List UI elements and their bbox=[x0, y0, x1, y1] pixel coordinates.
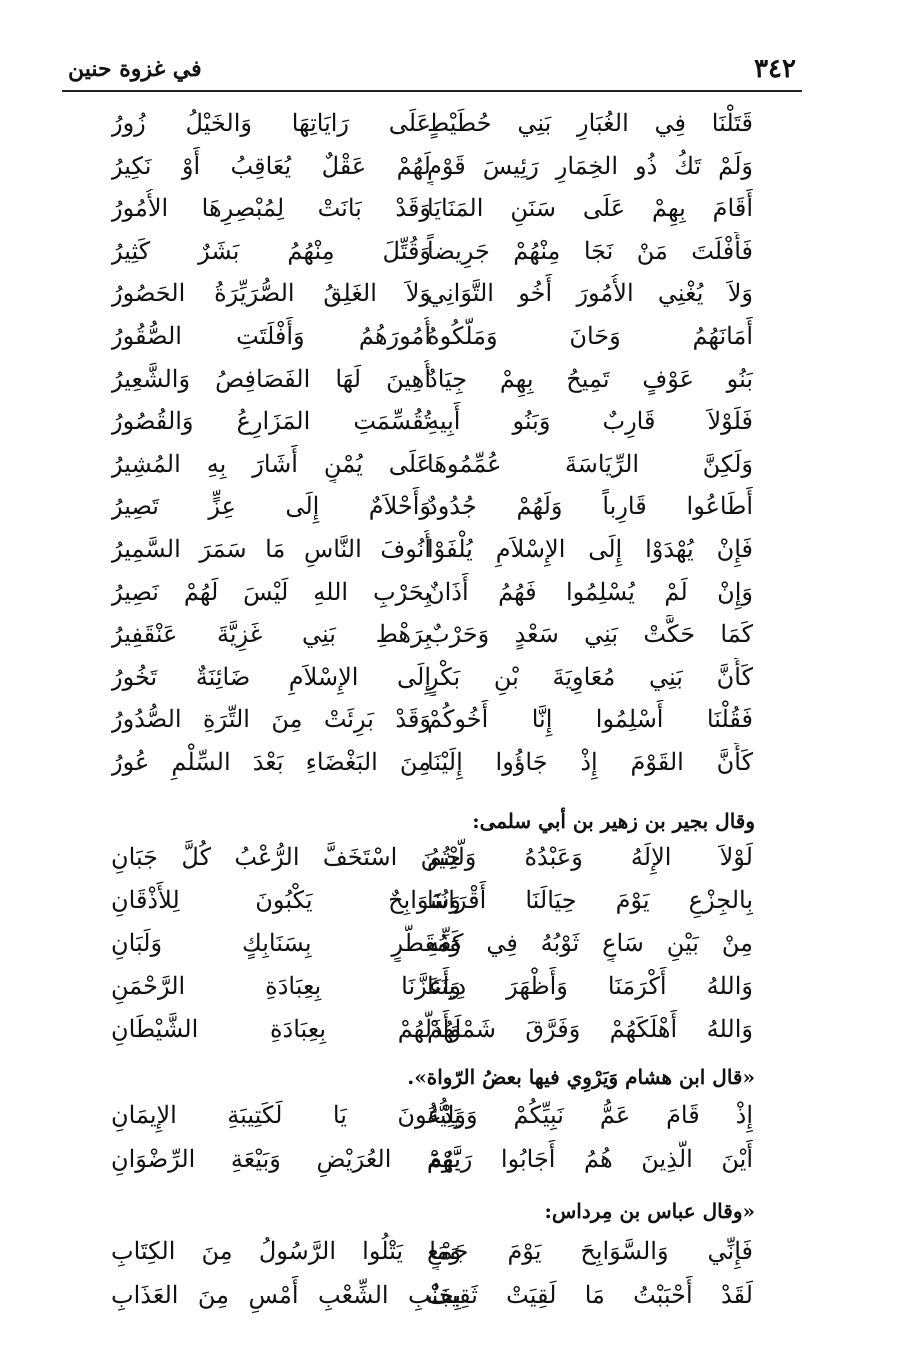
verse-second-hemistich: وَقَدْ بَانَتْ لِمُبْصِرِهَا الأُمُورُ bbox=[111, 194, 431, 223]
verse-line bbox=[0, 232, 921, 270]
verse-line bbox=[0, 967, 921, 1005]
verse-first-hemistich: أَيْنَ الَّذِينَ هُمُ أَجَابُوا رَبَّهُمْ bbox=[427, 1145, 753, 1173]
verse-second-hemistich: وَقَدْ بَرِئَتْ مِنَ التِّرَةِ الصُّدُورُ bbox=[111, 705, 431, 734]
verse-line bbox=[0, 360, 921, 398]
verse-line bbox=[0, 530, 921, 568]
verse-line bbox=[0, 573, 921, 611]
verse-line bbox=[0, 147, 921, 185]
verse-line bbox=[0, 274, 921, 312]
verse-line bbox=[0, 838, 921, 876]
verse-second-hemistich: بِجَنْبِ الشِّعْبِ أَمْسِ مِنَ العَذَابِ bbox=[111, 1281, 461, 1309]
verse-line bbox=[0, 402, 921, 440]
verse-first-hemistich: كَمَا حَكَّتْ بَنِي سَعْدٍ وَحَرْبٌ bbox=[427, 620, 753, 649]
poem-3-intro: «قال ابن هشام وَيَرْوِي فيها بعضُ الرّواة». bbox=[407, 1065, 755, 1089]
verse-line bbox=[0, 189, 921, 227]
verse-first-hemistich: وَلاَ يُغْنِي الأُمُورَ أَخُو التَّوَانِي bbox=[427, 279, 753, 308]
verse-second-hemistich: وَأَحْلاَمٌ إِلَى عِزٍّ تَصِيرُ bbox=[111, 492, 431, 521]
verse-second-hemistich: إِلَى الإِسْلاَمِ ضَائِنَةٌ تَخُورُ bbox=[111, 662, 431, 691]
verse-first-hemistich: لَقَدْ أَحْبَبْتُ مَا لَقِيَتْ ثَقِيفٌ bbox=[427, 1281, 753, 1309]
verse-first-hemistich: فَأَفْلَتَ مَنْ نَجَا مِنْهُمْ جَرِيضاً bbox=[427, 236, 753, 265]
verse-line bbox=[0, 881, 921, 919]
verse-first-hemistich: لَوْلاَ الإِلَهُ وَعَبْدُهُ وَلَّيْتُمُ bbox=[427, 843, 753, 871]
verse-second-hemistich: عَلَى يُمْنٍ أَشَارَ بِهِ المُشِيرُ bbox=[111, 449, 431, 478]
verse-line bbox=[0, 743, 921, 781]
verse-line bbox=[0, 104, 921, 142]
verse-line bbox=[0, 1276, 921, 1314]
verse-first-hemistich: بَنُو عَوْفٍ تَمِيحُ بِهِمْ جِيَادٌ bbox=[427, 364, 753, 393]
verse-line bbox=[0, 700, 921, 738]
verse-second-hemistich: وَقُتِّلَ مِنْهُمُ بَشَرٌ كَثِيرُ bbox=[111, 236, 431, 265]
verse-second-hemistich: بِحَرْبِ اللهِ لَيْسَ لَهُمْ نَصِيرُ bbox=[111, 577, 431, 606]
verse-line bbox=[0, 445, 921, 483]
verse-line bbox=[0, 615, 921, 653]
verse-first-hemistich: وَاللهُ أَهْلَكَهُمْ وَفَرَّقَ شَمْلَهُمْ bbox=[427, 1015, 753, 1043]
verse-second-hemistich: لَهُمْ عَقْلٌ يُعَاقِبُ أَوْ نَكِيرُ bbox=[111, 151, 431, 180]
verse-first-hemistich: إِذْ قَامَ عَمُّ نَبِيِّكُمْ وَوَلِيُّهُ bbox=[427, 1101, 753, 1129]
verse-line bbox=[0, 317, 921, 355]
verse-second-hemistich: وَسَوَابِحٌ يَكْبُونَ لِلأَذْقَانِ bbox=[111, 886, 461, 914]
verse-first-hemistich: أَقَامَ بِهِمْ عَلَى سَنَنِ المَنَايَا bbox=[427, 194, 753, 223]
verse-line bbox=[0, 487, 921, 525]
poem-4-intro: «وقال عباس بن مِرداس: bbox=[544, 1199, 755, 1223]
verse-first-hemistich: فَإِنْ يُهْدَوْا إِلَى الإِسْلاَمِ يُلْفَوْا bbox=[427, 535, 753, 563]
verse-first-hemistich: وَلَمْ تَكُ ذُو الخِمَارِ رَئِيسَ قَوْمٍ bbox=[427, 151, 753, 180]
page-header bbox=[62, 50, 802, 92]
verse-first-hemistich: وَلَكِنَّ الرِّيَاسَةَ عُمِّمُوهَا bbox=[427, 449, 753, 478]
verse-first-hemistich: مِنْ بَيْنِ سَاعٍ ثَوْبُهُ فِي كَفِّهِ bbox=[427, 929, 753, 957]
verse-first-hemistich: فَلَوْلاَ قَارِبٌ وَبَنُو أَبِيهِ bbox=[427, 407, 753, 436]
verse-second-hemistich: بِرَهْطِ بَنِي غَزِيَّةَ عَنْقَفِيرُ bbox=[111, 620, 431, 649]
verse-second-hemistich: وَمُقَطَّرٍ بِسَنَابِكٍ وَلَبَانِ bbox=[111, 929, 461, 957]
verse-second-hemistich: يَدْعُونَ يَا لَكَتِيبَةِ الإِيمَانِ bbox=[111, 1101, 461, 1129]
verse-first-hemistich: فَقُلْنَا أَسْلِمُوا إِنَّا أَخُوكُمْ bbox=[427, 705, 753, 734]
verse-first-hemistich: قَتَلْنَا فِي الغُبَارِ بَنِي حُطَيْطٍ bbox=[427, 109, 753, 137]
verse-line bbox=[0, 1140, 921, 1178]
verse-first-hemistich: وَاللهُ أَكْرَمَنَا وَأَظْهَرَ دِينَنَا bbox=[427, 972, 753, 1000]
verse-second-hemistich: تُقُسِّمَتِ المَزَارِعُ وَالقُصُورُ bbox=[111, 407, 431, 436]
verse-second-hemistich: وَمَا يَتْلُوا الرَّسُولُ مِنَ الكِتَابِ bbox=[111, 1237, 461, 1265]
verse-second-hemistich: أُنُوفَ النَّاسِ مَا سَمَرَ السَّمِيرُ bbox=[111, 535, 431, 563]
verse-first-hemistich: أَمَانَهُمُ وَحَانَ وَمَلَّكُوهُ bbox=[427, 322, 753, 350]
verse-line bbox=[0, 1010, 921, 1048]
verse-second-hemistich: وَأَعَزَّنَا بِعِبَادَةِ الرَّحْمَنِ bbox=[111, 972, 461, 1000]
poem-2-intro: وقال بجير بن زهير بن أبي سلمى: bbox=[472, 809, 755, 833]
verse-second-hemistich: يَوْمَ العُرَيْضِ وَبَيْعَةِ الرِّضْوَانِ bbox=[111, 1145, 461, 1173]
verse-first-hemistich: كَأَنَّ القَوْمَ إِذْ جَاؤُوا إِلَيْنَا bbox=[427, 748, 753, 776]
verse-second-hemistich: عَلَى رَايَاتِهَا وَالخَيْلُ زُورُ bbox=[111, 109, 431, 137]
verse-line bbox=[0, 658, 921, 696]
verse-second-hemistich: مِنَ البَغْضَاءِ بَعْدَ السِّلْمِ عُورُ bbox=[111, 748, 431, 776]
verse-line bbox=[0, 1232, 921, 1270]
running-title: في غزوة حنين bbox=[68, 56, 202, 82]
verse-first-hemistich: كَأَنَّ بَنِي مُعَاوِيَةَ بْنِ بَكْرٍ bbox=[427, 662, 753, 691]
verse-second-hemistich: أُمُورَهُمُ وَأَفْلَتَتِ الصُّقُورُ bbox=[111, 322, 431, 350]
verse-second-hemistich: حِينَ اسْتَخَفَّ الرُّعْبُ كُلَّ جَبَانِ bbox=[111, 843, 461, 871]
verse-line bbox=[0, 1096, 921, 1134]
verse-first-hemistich: وَإِنْ لَمْ يُسْلِمُوا فَهُمُ أَذَانٌ bbox=[427, 577, 753, 606]
verse-second-hemistich: وَلاَ الغَلِقُ الصُّرَيِّرَةُ الحَصُورُ bbox=[111, 279, 431, 308]
verse-first-hemistich: أَطَاعُوا قَارِباً وَلَهُمْ جُدُودٌ bbox=[427, 492, 753, 521]
verse-first-hemistich: فَإِنِّي وَالسَّوَابِحَ يَوْمَ جَمْعٍ bbox=[427, 1237, 753, 1265]
page-number: ٣٤٢ bbox=[754, 54, 796, 84]
verse-second-hemistich: وَأَذَلَّهُمْ بِعِبَادَةِ الشَّيْطَانِ bbox=[111, 1015, 461, 1043]
verse-first-hemistich: بِالجِزْعِ يَوْمَ حِيَالَنَا أَقْرَانُنَا bbox=[427, 886, 753, 914]
verse-line bbox=[0, 924, 921, 962]
verse-second-hemistich: أُهِينَ لَهَا الفَصَافِصُ وَالشَّعِيرُ bbox=[111, 364, 431, 393]
